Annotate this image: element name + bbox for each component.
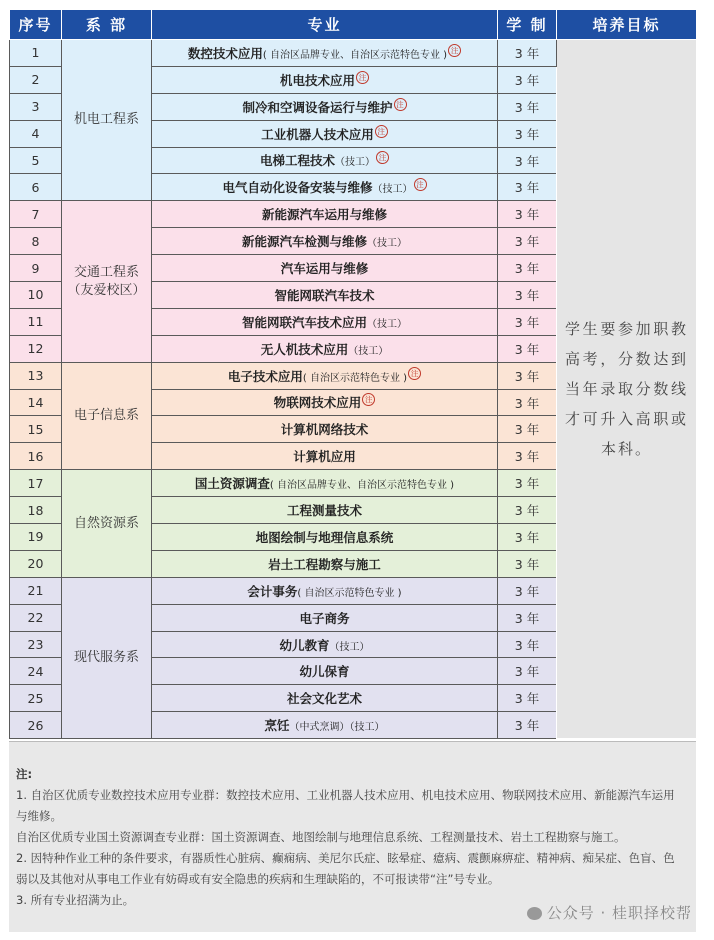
row-years: 3 年 xyxy=(498,255,557,282)
major-cell xyxy=(152,335,498,362)
major-cell xyxy=(152,228,498,255)
major-name: 制冷和空调设备运行与维护 xyxy=(242,99,393,115)
major-name: 智能网联汽车技术应用 xyxy=(241,314,367,330)
row-seq: 9 xyxy=(10,255,62,282)
major-name: 新能源汽车运用与维修 xyxy=(261,207,387,223)
major-cell xyxy=(152,685,498,712)
major-name: 电气自动化设备安装与维修 xyxy=(222,180,373,196)
row-years: 3 年 xyxy=(498,685,557,712)
row-years: 3 年 xyxy=(498,524,557,551)
major-cell xyxy=(152,712,498,739)
note-line: 3. 所有专业招满为止。 xyxy=(16,893,135,907)
major-note: ( 自治区品牌专业、自治区示范特色专业 ) xyxy=(262,50,448,62)
row-years: 3 年 xyxy=(498,443,557,470)
row-seq: 11 xyxy=(10,308,62,335)
major-cell xyxy=(152,255,498,282)
table-header-row xyxy=(10,10,697,40)
major-name: 物联网技术应用 xyxy=(273,395,362,411)
row-seq: 24 xyxy=(10,658,62,685)
header-years: 学 制 xyxy=(498,10,557,40)
major-name: 计算机应用 xyxy=(293,449,356,465)
major-cell xyxy=(152,550,498,577)
major-name: 岩土工程勘察与施工 xyxy=(268,556,381,572)
table-body xyxy=(10,40,697,739)
row-years: 3 年 xyxy=(498,66,557,93)
major-note: ( 自治区示范特色专业 ) xyxy=(297,587,402,599)
row-years: 3 年 xyxy=(498,40,557,67)
major-cell xyxy=(152,577,498,604)
major-cell xyxy=(152,524,498,551)
watermark-text: 公众号 · 桂职择校帮 xyxy=(546,904,692,922)
major-cell xyxy=(152,308,498,335)
row-seq: 10 xyxy=(10,282,62,309)
department-name: 电子信息系 xyxy=(62,362,152,470)
note-line: 自治区优质专业国土资源调查专业群：国土资源调查、地图绘制与地理信息系统、工程测量技术、岩土工程勘察与施工。 xyxy=(16,830,626,844)
row-years: 3 年 xyxy=(498,335,557,362)
row-years: 3 年 xyxy=(498,658,557,685)
major-cell xyxy=(152,362,498,389)
row-seq: 12 xyxy=(10,335,62,362)
notes-lines xyxy=(16,785,686,911)
row-years: 3 年 xyxy=(498,577,557,604)
major-name: 工业机器人技术应用 xyxy=(261,126,374,142)
caution-mark-icon: 注 xyxy=(448,44,461,57)
row-seq: 25 xyxy=(10,685,62,712)
major-cell xyxy=(152,147,498,174)
header-major: 专业 xyxy=(152,10,498,40)
major-name: 新能源汽车检测与维修 xyxy=(241,234,367,250)
major-cell xyxy=(152,497,498,524)
row-years: 3 年 xyxy=(498,470,557,497)
row-years: 3 年 xyxy=(498,550,557,577)
row-seq: 7 xyxy=(10,201,62,228)
major-name: 地图绘制与地理信息系统 xyxy=(255,529,394,545)
header-seq: 序号 xyxy=(10,10,62,40)
row-seq: 13 xyxy=(10,362,62,389)
major-note: （技工） xyxy=(329,641,370,653)
row-seq: 22 xyxy=(10,604,62,631)
row-seq: 16 xyxy=(10,443,62,470)
caution-mark-icon: 注 xyxy=(375,125,388,138)
row-seq: 1 xyxy=(10,40,62,67)
caution-mark-icon: 注 xyxy=(414,178,427,191)
major-cell xyxy=(152,93,498,120)
major-cell xyxy=(152,470,498,497)
row-years: 3 年 xyxy=(498,308,557,335)
major-note: ( 自治区品牌专业、自治区示范特色专业 ) xyxy=(269,480,455,492)
row-seq: 21 xyxy=(10,577,62,604)
major-note: ( 自治区示范特色专业 ) xyxy=(302,372,408,384)
major-note: （技工） xyxy=(348,345,389,357)
major-note: （中式烹调）（技工） xyxy=(289,722,385,734)
major-name: 电子技术应用 xyxy=(227,368,303,384)
note-line: 1. 自治区优质专业数控技术应用专业群：数控技术应用、工业机器人技术应用、机电技术应用、物联网技术应用、新能源汽车运用与维修。 xyxy=(16,788,675,823)
header-dept: 系 部 xyxy=(62,10,152,40)
row-seq: 6 xyxy=(10,174,62,201)
major-name: 汽车运用与维修 xyxy=(280,261,369,277)
program-table xyxy=(9,9,697,739)
major-cell xyxy=(152,443,498,470)
row-years: 3 年 xyxy=(498,147,557,174)
wechat-icon xyxy=(527,907,542,920)
major-cell xyxy=(152,604,498,631)
department-name: 机电工程系 xyxy=(62,40,152,201)
major-name: 社会文化艺术 xyxy=(286,691,362,707)
major-name: 幼儿保育 xyxy=(299,664,350,680)
row-seq: 4 xyxy=(10,120,62,147)
major-cell xyxy=(152,389,498,416)
row-years: 3 年 xyxy=(498,497,557,524)
row-seq: 2 xyxy=(10,66,62,93)
row-years: 3 年 xyxy=(498,604,557,631)
major-cell xyxy=(152,174,498,201)
watermark xyxy=(527,902,692,923)
major-cell xyxy=(152,40,498,67)
table-row xyxy=(10,40,697,67)
row-years: 3 年 xyxy=(498,201,557,228)
major-name: 机电技术应用 xyxy=(279,72,355,88)
row-seq: 8 xyxy=(10,228,62,255)
major-name: 智能网联汽车技术 xyxy=(274,287,375,303)
row-seq: 23 xyxy=(10,631,62,658)
department-name: 自然资源系 xyxy=(62,470,152,578)
row-years: 3 年 xyxy=(498,389,557,416)
major-name: 会计事务 xyxy=(247,583,298,599)
major-note: （技工） xyxy=(367,318,407,330)
row-years: 3 年 xyxy=(498,228,557,255)
major-name: 数控技术应用 xyxy=(187,46,263,62)
major-cell xyxy=(152,282,498,309)
major-cell xyxy=(152,120,498,147)
caution-mark-icon: 注 xyxy=(356,71,369,84)
major-name: 电子商务 xyxy=(299,610,350,626)
major-cell xyxy=(152,658,498,685)
major-name: 工程测量技术 xyxy=(286,503,362,519)
caution-mark-icon: 注 xyxy=(408,367,421,380)
row-years: 3 年 xyxy=(498,631,557,658)
header-goal: 培养目标 xyxy=(557,10,697,40)
row-years: 3 年 xyxy=(498,362,557,389)
row-seq: 18 xyxy=(10,497,62,524)
major-name: 电梯工程技术 xyxy=(259,153,335,169)
row-seq: 17 xyxy=(10,470,62,497)
major-name: 幼儿教育 xyxy=(279,637,330,653)
program-table-container xyxy=(9,9,696,739)
caution-mark-icon: 注 xyxy=(394,98,407,111)
row-seq: 14 xyxy=(10,389,62,416)
department-name: 交通工程系（友爱校区） xyxy=(62,201,152,362)
row-years: 3 年 xyxy=(498,174,557,201)
major-cell xyxy=(152,201,498,228)
major-note: （技工） xyxy=(372,184,413,196)
caution-mark-icon: 注 xyxy=(362,393,375,406)
major-name: 无人机技术应用 xyxy=(260,341,349,357)
row-years: 3 年 xyxy=(498,282,557,309)
row-years: 3 年 xyxy=(498,712,557,739)
major-note: （技工） xyxy=(367,238,407,250)
major-name: 烹饪 xyxy=(264,718,290,734)
row-seq: 5 xyxy=(10,147,62,174)
major-note: （技工） xyxy=(335,157,375,169)
major-cell xyxy=(152,416,498,443)
note-line: 2. 因特种作业工种的条件要求，有器质性心脏病、癫痫病、美尼尔氏症、眩晕症、癔病、震颤麻痹症、精神病、痴呆症、色盲、色弱以及其他对从事电工作业有妨碍或有安全隐患的疾病和生理缺陷的，不可报读带“注”号专业。 xyxy=(16,851,675,886)
row-seq: 26 xyxy=(10,712,62,739)
row-seq: 20 xyxy=(10,550,62,577)
major-name: 国土资源调查 xyxy=(194,476,270,492)
major-cell xyxy=(152,66,498,93)
row-years: 3 年 xyxy=(498,416,557,443)
row-years: 3 年 xyxy=(498,93,557,120)
notes-title: 注: xyxy=(16,767,33,781)
row-years: 3 年 xyxy=(498,120,557,147)
row-seq: 15 xyxy=(10,416,62,443)
major-cell xyxy=(152,631,498,658)
caution-mark-icon: 注 xyxy=(376,151,389,164)
department-name: 现代服务系 xyxy=(62,577,152,738)
major-name: 计算机网络技术 xyxy=(280,422,369,438)
row-seq: 3 xyxy=(10,93,62,120)
training-goal: 学生要参加职教高考，分数达到当年录取分数线才可升入高职或本科。 xyxy=(557,40,697,739)
row-seq: 19 xyxy=(10,524,62,551)
